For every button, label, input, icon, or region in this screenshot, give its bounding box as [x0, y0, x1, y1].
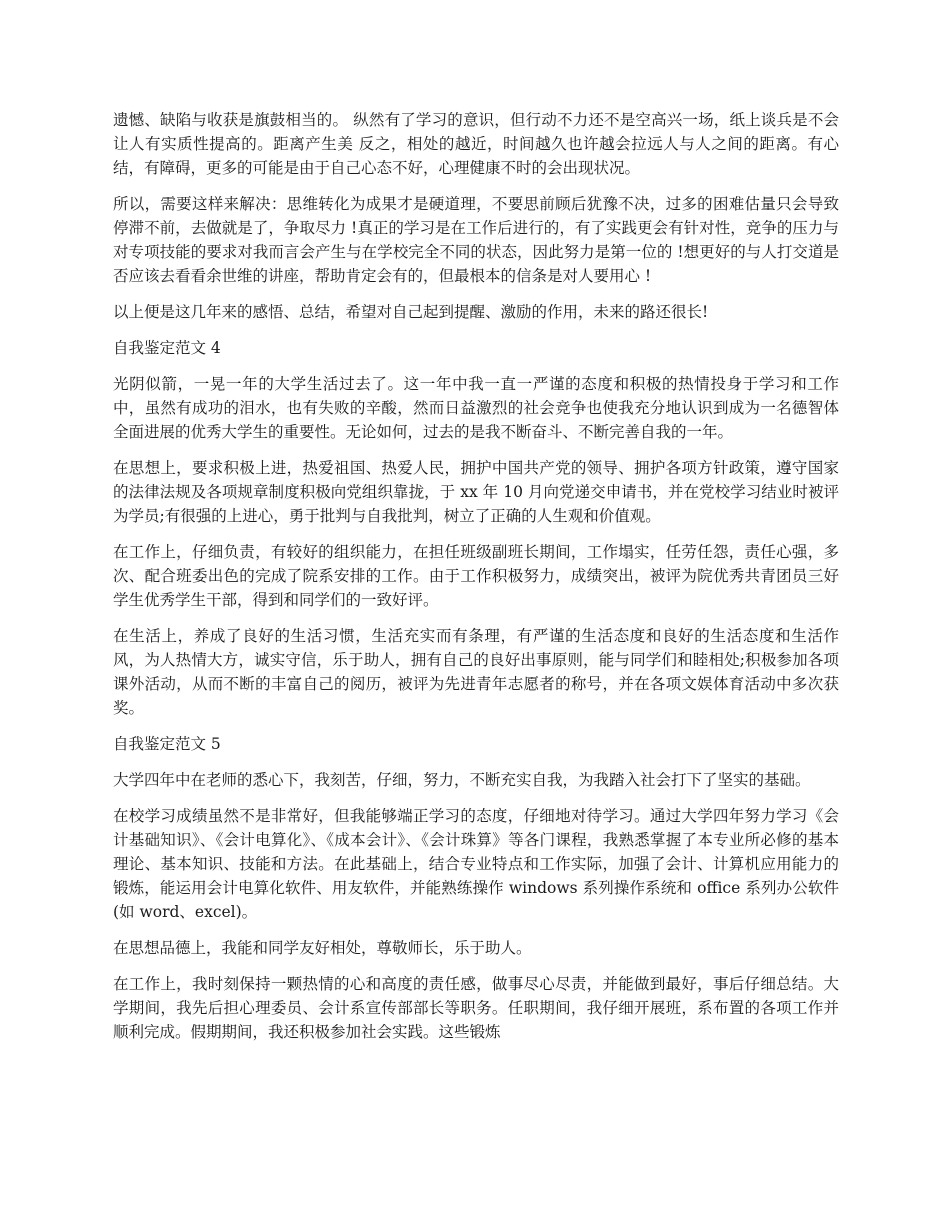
paragraph-work-4: 在工作上，仔细负责，有较好的组织能力，在担任班级副班长期间，工作塌实，任劳任怨，责任心强，多次、配合班委出色的完成了院系安排的工作。由于工作积极努力，成绩突出，被评为院优秀共青团员三好学生优秀学生干部，得到和同学们的一致好评。 [113, 543, 839, 609]
paragraph-regret: 遗憾、缺陷与收获是旗鼓相当的。 纵然有了学习的意识，但行动不力还不是空高兴一场，纸上谈兵是不会让人有实质性提高的。距离产生美 反之，相处的越近，时间越久也许越会拉远人与人之间的距离。有心结，有障碍，更多的可能是由于自己心态不好，心理健康不时的会出现状况。 [113, 111, 839, 177]
paragraph-summary: 以上便是这几年来的感悟、总结，希望对自己起到提醒、激励的作用，未来的路还很长! [113, 303, 709, 321]
paragraph-intro-5: 大学四年中在老师的悉心下，我刻苦，仔细，努力，不断充实自我，为我踏入社会打下了坚实的基础。 [113, 771, 811, 789]
paragraph-ideology-4: 在思想上，要求积极上进，热爱祖国、热爱人民，拥护中国共产党的领导、拥护各项方针政策，遵守国家的法律法规及各项规章制度积极向党组织靠拢，于 xx 年 10 月向党递交申请书，并在党校学习结业时被评为学员;有很强的上进心，勇于批判与自我批判，树立了正确的人生观和价值观。 [113, 459, 839, 525]
paragraph-life-4: 在生活上，养成了良好的生活习惯，生活充实而有条理，有严谨的生活态度和良好的生活态度和生活作风，为人热情大方，诚实守信，乐于助人，拥有自己的良好出事原则，能与同学们和睦相处;积极参加各项课外活动，从而不断的丰富自己的阅历，被评为先进青年志愿者的称号，并在各项文娱体育活动中多次获奖。 [113, 627, 839, 717]
paragraph-morality-5: 在思想品德上，我能和同学友好相处，尊敬师长，乐于助人。 [113, 939, 532, 957]
paragraph-work-5: 在工作上，我时刻保持一颗热情的心和高度的责任感，做事尽心尽责，并能做到最好，事后仔细总结。大学期间，我先后担心理委员、会计系宣传部部长等职务。任职期间，我仔细开展班，系布置的各项工作并顺利完成。假期期间，我还积极参加社会实践。这些锻炼 [113, 975, 839, 1041]
document-body [113, 108, 839, 1056]
section-heading-4: 自我鉴定范文 4 [113, 339, 221, 357]
paragraph-solution: 所以，需要这样来解决：思维转化为成果才是硬道理，不要思前顾后犹豫不决，过多的困难估量只会导致停滞不前，去做就是了，争取尽力 !真正的学习是在工作后进行的，有了实践更会有针对性，竞争的压力与对专项技能的要求对我而言会产生与在学校完全不同的状态，因此努力是第一位的 !想更好的与人打交道是否应该去看看余世维的讲座，帮助肯定会有的，但最根本的信条是对人要用心 ! [113, 195, 839, 285]
section-heading-5: 自我鉴定范文 5 [113, 735, 221, 753]
paragraph-intro-4: 光阴似箭，一晃一年的大学生活过去了。这一年中我一直一严谨的态度和积极的热情投身于学习和工作中，虽然有成功的泪水，也有失败的辛酸，然而日益激烈的社会竞争也使我充分地认识到成为一名德智体全面进展的优秀大学生的重要性。无论如何，过去的是我不断奋斗、不断完善自我的一年。 [113, 375, 839, 441]
paragraph-study-5: 在校学习成绩虽然不是非常好，但我能够端正学习的态度，仔细地对待学习。通过大学四年努力学习《会计基础知识》、《会计电算化》、《成本会计》、《会计珠算》等各门课程，我熟悉掌握了本专业所必修的基本理论、基本知识、技能和方法。在此基础上，结合专业特点和工作实际，加强了会计、计算机应用能力的锻炼，能运用会计电算化软件、用友软件，并能熟练操作 windows 系列操作系统和 office 系列办公软件(如 word、excel)。 [113, 807, 839, 921]
